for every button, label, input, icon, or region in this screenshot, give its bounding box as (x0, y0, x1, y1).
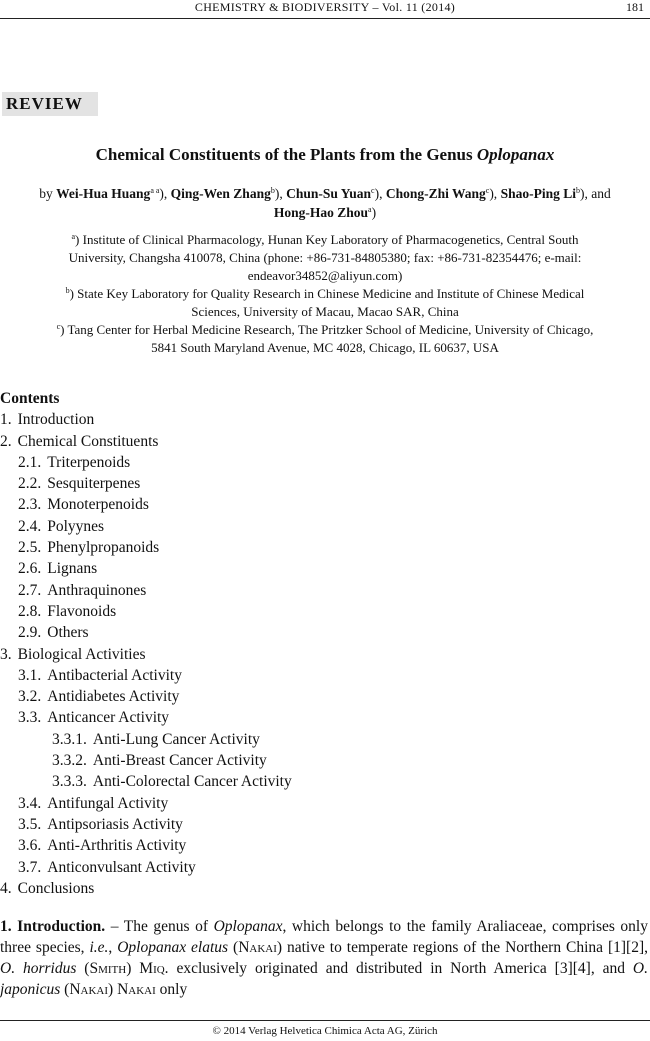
toc-item[interactable]: 3.1. Antibacterial Activity (18, 666, 182, 684)
article-type-badge: REVIEW (2, 92, 98, 116)
affiliation-c: $^c$) Tang Center for Herbal Medicine Research, The Pritzker School of Medicine, University of Chicago, 5841 South Maryland Avenue, MC 4028, Chicago, IL 60637, USA (56, 322, 594, 355)
toc-item[interactable]: 2. Chemical Constituents (0, 432, 159, 450)
contents-heading: Contents (0, 390, 60, 407)
author-name: Chun-Su Yuan (286, 186, 372, 201)
toc-item[interactable]: 3.3.3. Anti-Colorectal Cancer Activity (52, 773, 292, 791)
toc-item[interactable]: 3.7. Anticonvulsant Activity (18, 858, 196, 876)
toc-item[interactable]: 2.4. Polyynes (18, 517, 105, 535)
toc-item[interactable]: 3.4. Antifungal Activity (18, 794, 169, 812)
table-of-contents (0, 388, 650, 899)
page-number: 181 (626, 0, 644, 14)
author-name: Hong-Hao Zhou (273, 205, 369, 220)
toc-item[interactable]: 2.7. Anthraquinones (18, 581, 147, 599)
author-name: Chong-Zhi Wang (385, 186, 486, 201)
toc-item[interactable]: 2.2. Sesquiterpenes (18, 475, 141, 493)
toc-item[interactable]: 3.6. Anti-Arthritis Activity (18, 837, 187, 855)
article-title: Chemical Constituents of the Plants from the Genus Oplopanax (95, 145, 555, 164)
toc-item[interactable]: 3.3.2. Anti-Breast Cancer Activity (52, 752, 267, 770)
author-name: Wei-Hua Huang (56, 186, 151, 201)
affiliations (0, 231, 650, 357)
toc-item[interactable]: 3.3. Anticancer Activity (18, 709, 170, 727)
toc-item[interactable]: 2.3. Monoterpenoids (18, 496, 149, 514)
affiliation-b: $^b$) State Key Laboratory for Quality Research in Chinese Medicine and Institute of Chinese Medical Sciences, University of Macau, Macao SAR, China (65, 286, 585, 319)
toc-item[interactable]: 2.6. Lignans (18, 560, 98, 578)
toc-item[interactable]: 2.1. Triterpenoids (18, 453, 131, 471)
toc-item[interactable]: 2.8. Flavonoids (18, 602, 117, 620)
toc-item[interactable]: 3. Biological Activities (0, 645, 146, 663)
toc-item[interactable]: 2.5. Phenylpropanoids (18, 539, 160, 557)
running-header (0, 0, 650, 19)
toc-item[interactable]: 4. Conclusions (0, 879, 95, 897)
copyright-footer: © 2014 Verlag Helvetica Chimica Acta AG, Zürich (0, 1020, 650, 1041)
introduction-paragraph: 1. Introduction. – The genus of Oplopanax, which belongs to the family Araliaceae, comprises only three species, i.e., Oplopanax elatus (Nakai) native to temperate regions of the Northern China [1][2], O. horridus (Smith) Miq. exclusively originated and distributed in North America [3][4], and O. japonicus (Nakai) Nakai only (0, 918, 648, 998)
author-list: by Wei-Hua Huang$^{a a}$), Qing-Wen Zhang$^b$), Chun-Su Yuan$^c$), Chong-Zhi Wang$^c$), Shao-Ping Li$^b$), and Hong-Hao Zhou$^a$) (39, 186, 611, 220)
section-heading: 1. Introduction. (0, 918, 106, 935)
toc-item[interactable]: 3.2. Antidiabetes Activity (18, 688, 180, 706)
title-genus: Oplopanax (476, 145, 555, 164)
toc-item[interactable]: 2.9. Others (18, 624, 89, 642)
affiliation-a: $^a$) Institute of Clinical Pharmacology, Hunan Key Laboratory of Pharmacogenetics, Central South University, Changsha 410078, China (phone: +86-731-84805380; fax: +86-731-82354476; e-mail: endeavor34852@aliyun.com) (68, 232, 582, 283)
author-name: Qing-Wen Zhang (170, 186, 271, 201)
toc-item[interactable]: 3.3.1. Anti-Lung Cancer Activity (52, 730, 260, 748)
journal-title: CHEMISTRY & BIODIVERSITY – Vol. 11 (2014) (194, 0, 456, 14)
author-name: Shao-Ping Li (500, 186, 576, 201)
toc-item[interactable]: 1. Introduction (0, 411, 95, 429)
toc-item[interactable]: 3.5. Antipsoriasis Activity (18, 815, 183, 833)
